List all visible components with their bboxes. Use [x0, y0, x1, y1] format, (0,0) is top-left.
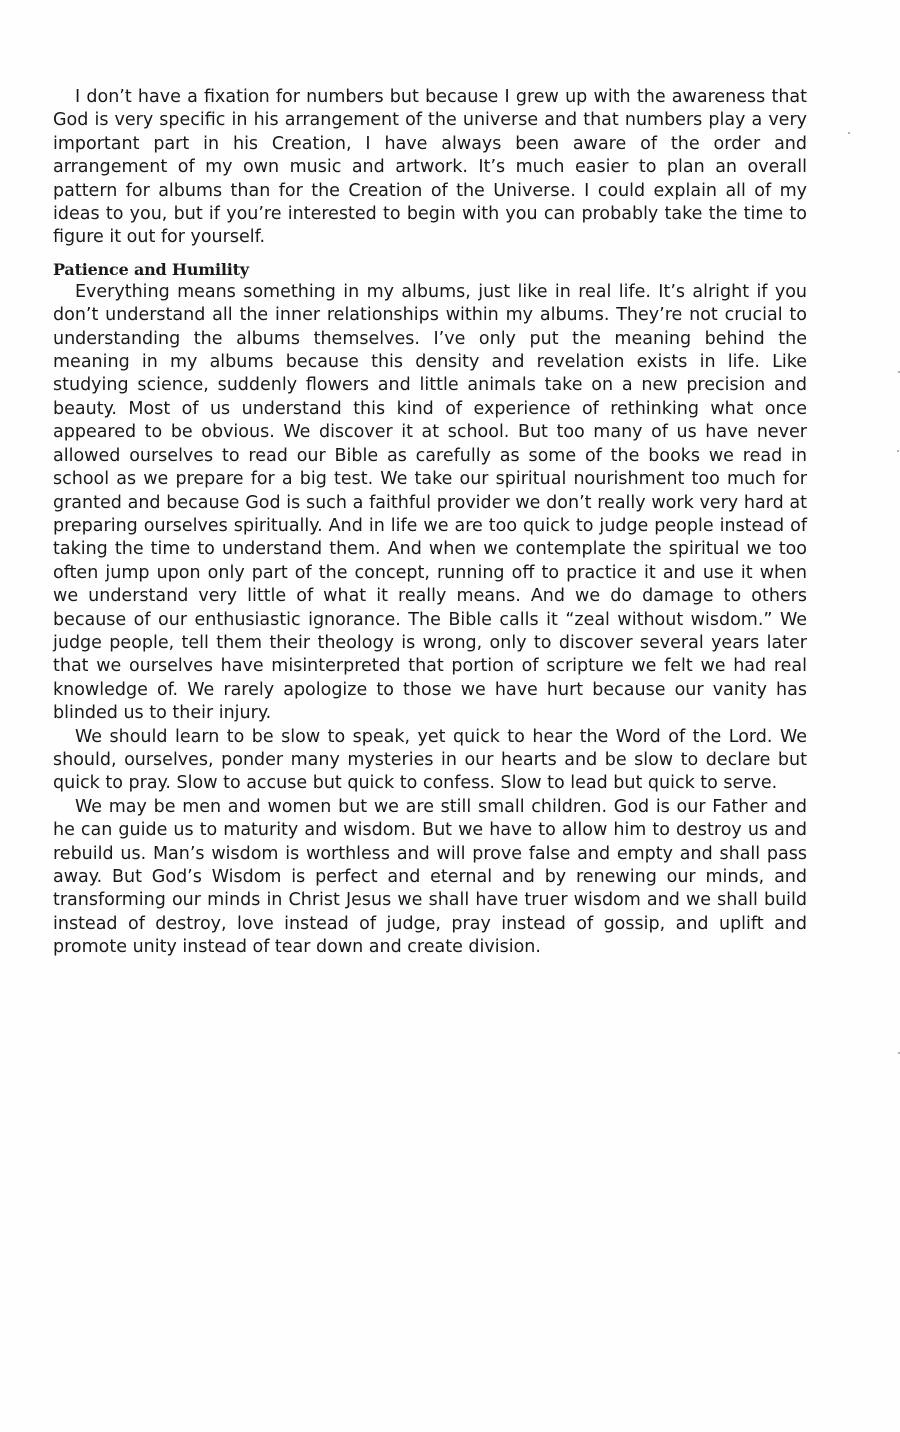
body-paragraph-1: Everything means something in my albums, just like in real life. It’s alright if you don’t understand all the inner relationships within my albums. They’re not crucial to understanding the albums themselves. I’ve only put the meaning behind the meaning in my albums because this density and revelation exists in life. Like studying science, suddenly flowers and little animals take on a new precision and beauty. Most of us understand this kind of experience of rethinking what once appeared to be obvious. We discover it at school. But too many of us have never allowed ourselves to read our Bible as carefully as some of the books we read in school as we prepare for a big test. We take our spiritual nourishment too much for granted and because God is such a faithful provider we don’t really work very hard at preparing ourselves spiritually. And in life we are too quick to judge people instead of taking the time to understand them. And when we contemplate the spiritual we too often jump upon only part of the concept, running off to practice it and use it when we understand very little of what it really means. And we do damage to others because of our enthusiastic ignorance. The Bible calls it “zeal without wisdom.” We judge people, tell them their theology is wrong, only to discover several years later that we ourselves have misinterpreted that portion of scripture we felt we had real knowledge of. We rarely apologize to those we have hurt because our vanity has blinded us to their injury. [53, 281, 807, 724]
scan-speck [897, 450, 899, 452]
body-paragraph-3: We may be men and women but we are still small children. God is our Father and he can guide us to maturity and wisdom. But we have to allow him to destroy us and rebuild us. Man’s wisdom is worthless and will prove false and empty and shall pass away. But God’s Wisdom is perfect and eternal and by renewing our minds, and transforming our minds in Christ Jesus we shall have truer wisdom and we shall build instead of destroy, love instead of judge, pray instead of gossip, and uplift and promote unity instead of tear down and create division. [53, 796, 807, 958]
section-heading: Patience and Humility [53, 259, 249, 279]
body-paragraph-2: We should learn to be slow to speak, yet quick to hear the Word of the Lord. We should, ourselves, ponder many mysteries in our hearts and be slow to declare but quick to pray. Slow to accuse but quick to confess. Slow to lead but quick to serve. [53, 726, 807, 794]
document-page [53, 86, 807, 960]
scan-speck [848, 132, 850, 134]
intro-paragraph: I don’t have a fixation for numbers but because I grew up with the awareness that God is very specific in his arrangement of the universe and that numbers play a very important part in his Creation, I have always been aware of the order and arrangement of my own music and artwork. It’s much easier to plan an overall pattern for albums than for the Creation of the Universe. I could explain all of my ideas to you, but if you’re interested to begin with you can probably take the time to figure it out for yourself. [53, 87, 807, 248]
